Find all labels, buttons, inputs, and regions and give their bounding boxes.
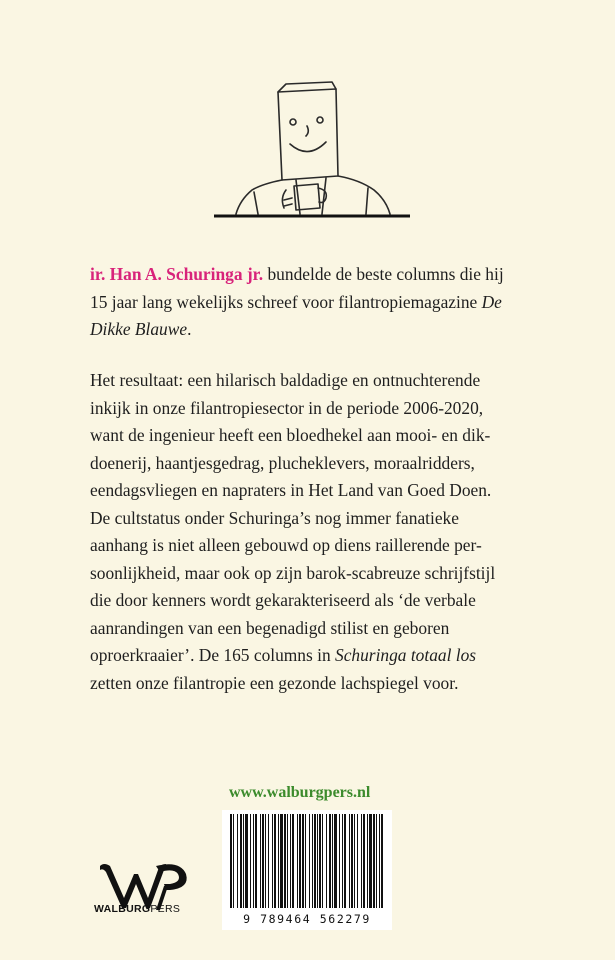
barcode-bar (329, 814, 331, 908)
author-name: ir. Han A. Schuringa jr. (90, 264, 264, 284)
isbn-barcode (222, 810, 392, 930)
intro-text: bundelde de beste columns die hij (263, 264, 504, 284)
barcode-bar (314, 814, 316, 908)
barcode-bar (237, 814, 238, 908)
intro-line (90, 289, 550, 317)
barcode-bar (287, 814, 288, 908)
publisher-name-bold: WALBURG (94, 903, 151, 915)
barcode-bar (312, 814, 313, 908)
barcode-bar (369, 814, 372, 908)
body-line: inkijk in onze filantropiesector in de periode 2006-2020, (90, 397, 484, 418)
barcode-bar (233, 814, 234, 908)
barcode-bar (351, 814, 353, 908)
barcode-bar (297, 814, 298, 908)
body-line: soonlijkheid, maar ook op zijn barok-scabreuze schrijfstijl (90, 562, 496, 583)
barcode-bar (272, 814, 273, 908)
barcode-bar (260, 814, 261, 908)
barcode-bar (292, 814, 294, 908)
body-line: doenerij, haantjesgedrag, plucheklevers, moraalridders, (90, 452, 475, 473)
body-line: die door kenners wordt gekarakteriseerd als ‘de verbale (90, 590, 476, 610)
body-line: Het resultaat: een hilarisch baldadige en ontnuchterende (90, 370, 481, 390)
barcode-bar (280, 814, 283, 908)
barcode-bar (284, 814, 286, 908)
barcode-bar (373, 814, 375, 908)
barcode-bar (326, 814, 327, 908)
barcode-bar (376, 814, 377, 908)
barcode-bar (240, 814, 242, 908)
publisher-name-light: PERS (150, 903, 181, 915)
barcode-bar (317, 814, 318, 908)
barcode-bar (250, 814, 251, 908)
barcode-bar (344, 814, 346, 908)
barcode-bar (357, 814, 358, 908)
barcode-bar (379, 814, 380, 908)
barcode-bar (253, 814, 254, 908)
barcode-bar (305, 814, 306, 908)
illustration-paper-bag-man (214, 80, 410, 220)
body-line: eendagsvliegen en napraters in Het Land van Goed Doen. (90, 480, 492, 500)
barcode-bar (309, 814, 310, 908)
body-line (90, 642, 550, 670)
barcode-bar (278, 814, 279, 908)
body-line: De cultstatus onder Schuringa’s nog immer fanatieke (90, 507, 459, 528)
barcode-bar (361, 814, 362, 908)
barcode-bar (363, 814, 365, 908)
body-line: want de ingenieur heeft een bloedhekel aan mooi- en dik- (90, 425, 491, 445)
intro-line (90, 261, 550, 289)
intro-text: . (187, 319, 192, 339)
barcode-bar (302, 814, 304, 908)
isbn-number: 9 789464 562279 (243, 912, 371, 926)
barcode-bar (265, 814, 266, 908)
barcode-bar (290, 814, 291, 908)
body-line: aanrandingen van een begenadigd stilist en geboren (90, 617, 450, 638)
barcode-bar (230, 814, 232, 908)
barcode-bar (381, 814, 383, 908)
barcode-bar (367, 814, 368, 908)
barcode-bar (332, 814, 333, 908)
barcode-bar (274, 814, 276, 908)
magazine-title: De (481, 291, 502, 312)
intro-text: 15 jaar lang wekelijks schreef voor filantropiemagazine (90, 291, 482, 312)
body-line: aanhang is niet alleen gebouwd op diens raillerende per- (90, 535, 482, 555)
barcode-bar (268, 814, 269, 908)
barcode-bar (354, 814, 355, 908)
barcode-bar (262, 814, 264, 908)
barcode-bar (255, 814, 257, 908)
book-title: Schuringa totaal los (335, 645, 477, 665)
publisher-name (94, 903, 194, 915)
barcode-bar (245, 814, 248, 908)
body-line: zetten onze filantropie een gezonde lachspiegel voor. (90, 672, 459, 693)
barcode-bars (222, 810, 392, 910)
barcode-bar (349, 814, 350, 908)
author-intro-paragraph (90, 261, 550, 344)
barcode-bar (342, 814, 343, 908)
barcode-bar (319, 814, 321, 908)
intro-line (90, 316, 550, 344)
magazine-title: Dikke Blauwe (90, 319, 188, 339)
barcode-bar (243, 814, 244, 908)
description-paragraph (90, 367, 550, 697)
barcode-bar (339, 814, 340, 908)
barcode-bar (334, 814, 337, 908)
barcode-bar (299, 814, 301, 908)
barcode-bar (322, 814, 323, 908)
publisher-website: www.walburgpers.nl (229, 784, 371, 801)
body-text: oproerkraaier’. De 165 columns in (90, 645, 335, 665)
